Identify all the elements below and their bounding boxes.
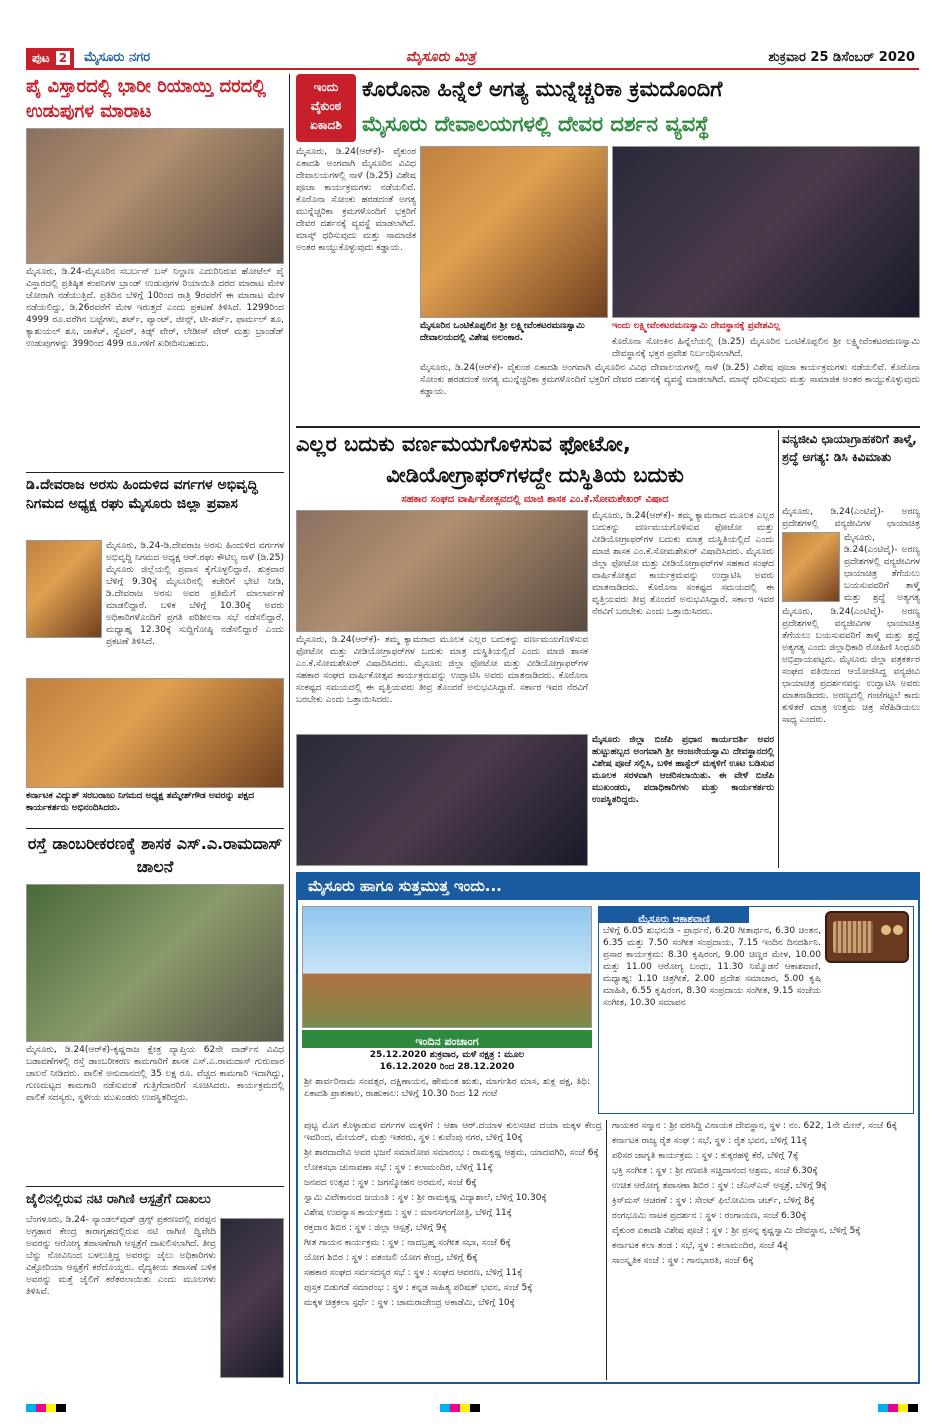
panchanga-text: ಶ್ರೀ ಶಾರ್ವರಿನಾಮ ಸಂವತ್ಸರ, ದಕ್ಷಿಣಾಯನ, ಹೇಮಂತ ಋತು, ಮಾರ್ಗಶಿರ ಮಾಸ, ಶುಕ್ಲ ಪಕ್ಷ, ತಿಥಿ: ಏಕಾದಶಿ ಪ್ರಾತಃಕಾಲ, ರಾಹುಕಾಲ: ಬೆಳಿಗ್ಗೆ 10.30 ರಿಂದ 12 ಗಂಟೆ bbox=[304, 1077, 590, 1099]
karnataka-caption: ಕರ್ನಾಟಕ ವಿದ್ಯುತ್ ಸರಬರಾಜು ನಿಗಮದ ಅಧ್ಯಕ್ಷ ತಮ್ಮೇಶ್‌ಗೌಡ ಅವರನ್ನು ಪಕ್ಷದ ಕಾರ್ಯಕರ್ತರು ಅಭಿನಂದಿಸಿದರು. bbox=[26, 791, 255, 813]
ragini-portrait bbox=[220, 1218, 284, 1378]
column-divider bbox=[289, 74, 290, 1384]
mysore-palace-illustration bbox=[302, 906, 592, 1028]
events-listings-left bbox=[304, 1120, 602, 1382]
listing-item: ಸಹಕಾರ ಸಂಘದ ಸರ್ವಸದಸ್ಯರ ಸಭೆ : ಸ್ಥಳ : ಸಂಘದ ಆವರಣ, ಬೆಳಿಗ್ಗೆ 11ಕ್ಕೆ bbox=[304, 1268, 523, 1278]
listing-item: ಉಚಿತ ಆರೋಗ್ಯ ತಪಾಸಣಾ ಶಿಬಿರ : ಸ್ಥಳ : ಜೆಎಸ್‌ಎಸ್ ಆಸ್ಪತ್ರೆ, ಬೆಳಿಗ್ಗೆ 9ಕ್ಕೆ bbox=[612, 1181, 827, 1191]
listing-item: ಸಾಂಸ್ಕೃತಿಕ ಸಂಜೆ : ಸ್ಥಳ : ಗಾನಭಾರತಿ, ಸಂಜೆ 6ಕ್ಕೆ bbox=[612, 1256, 754, 1266]
column-divider bbox=[606, 1120, 607, 1380]
karnataka-photo bbox=[26, 678, 284, 788]
photographers-body-left: ಮೈಸೂರು, ಡಿ.24(ಆರ್‌ಕೆ)- ತಮ್ಮ ಕ್ಯಾಮರಾದ ಮೂಲಕ ಎಲ್ಲರ ಬದುಕನ್ನು ವರ್ಣಮಯಗೊಳಿಸುವ ಫೋಟೋ ಮತ್ತು ವೀಡಿಯೋಗ್ರಾಫರ್‌ಗಳ ಬದುಕು ಮಾತ್ರ ದುಸ್ಥಿತಿಯಲ್ಲಿದೆ ಎಂದು ಮಾಜಿ ಶಾಸಕ ಎಂ.ಕೆ.ಸೋಮಶೇಖರ್ ವಿಷಾದಿಸಿದರು. ಮೈಸೂರು ಜಿಲ್ಲಾ ಫೋಟೋ ಮತ್ತು ವೀಡಿಯೋಗ್ರಾಫರ್‌ಗಳ ಸಹಕಾರ ಸಂಘದ ವಾರ್ಷಿಕೋತ್ಸವ ಕಾರ್ಯಕ್ರಮವನ್ನು ಉದ್ಘಾಟಿಸಿ ಅವರು ಮಾತನಾಡಿದರು. ಕೊರೊನಾ ಸಂಕಷ್ಟದ ಸಮಯದಲ್ಲಿ ಈ ವೃತ್ತಿಯವರು ತೀವ್ರ ತೊಂದರೆ ಅನುಭವಿಸಿದ್ದಾರೆ. ಸರ್ಕಾರ ಇವರ ನೆರವಿಗೆ ಬರಬೇಕು ಎಂದು ಒತ್ತಾಯಿಸಿದರು. bbox=[296, 635, 588, 705]
temple-headline-1: ಕೊರೊನಾ ಹಿನ್ನೆಲೆ ಅಗತ್ಯ ಮುನ್ನೆಚ್ಚರಿಕಾ ಕ್ರಮದೊಂದಿಗೆ bbox=[362, 77, 723, 101]
forest-headline: ವನ್ಯಜೀವಿ ಛಾಯಾಗ್ರಾಹಕರಿಗೆ ತಾಳ್ಮೆ, ಶ್ರದ್ಧೆ ಅಗತ್ಯ: ಡಿಸಿ ಕಿವಿಮಾತು bbox=[782, 432, 917, 464]
listing-item: ಗಾಯಕರ ಸನ್ಮಾನ : ಶ್ರೀ ವರಸಿದ್ಧಿ ವಿನಾಯಕ ದೇವಸ್ಥಾನ, ಸ್ಥಳ : ನಂ. 622, 1ನೇ ಮೇನ್, ಸಂಜೆ 6ಕ್ಕೆ bbox=[612, 1121, 898, 1131]
radio-schedule: ಬೆಳಿಗ್ಗೆ 6.05 ಶುಭನುಡಿ - ಪ್ರಾರ್ಥನೆ, 6.20 ಗೀತಾರ್ಥನ, 6.30 ಚಿಂತನ, 6.35 ಮತ್ತು 7.50 ಸಂಗೀತ ಸಂಪ್ರದಾಯ, 7.15 ಇಂದಿನ ದಿನದರ್ಶಿನಿ. ಪ್ರಸಾರ ಕಾರ್ಯಕ್ರಮ: 8.30 ಕೃಷಿರಂಗ, 9.00 ಚಿಣ್ಣರ ಮೇಳ, 10.00 ಮತ್ತು 11.00 ಆರೋಗ್ಯ ಬಂಧು, 11.30 ನಿಮ್ಮೊಡನೆ ಆಕಾಶವಾಣಿ, ಮಧ್ಯಾಹ್ನ: 1.10 ಚಿತ್ರಗೀತೆ, 2.00 ಪ್ರದೇಶ ಸಮಾಚಾರ, 5.00 ಕೃಷಿ ಮಾಹಿತಿ, 6.55 ಕೃಷಿರಂಗ, 8.30 ಸಂಪ್ರದಾಯ ಸಂಗೀತ, 9.15 ಸಂಜೆಯ ಸಂಗೀತ, 10.30 ಸಮಾಪನ bbox=[603, 926, 821, 1008]
events-title-bar bbox=[298, 874, 918, 900]
listing-item: ವೈಕುಂಠ ಏಕಾದಶಿ ವಿಶೇಷ ಪೂಜೆ : ಸ್ಥಳ : ಶ್ರೀ ಪ್ರಸನ್ನ ಕೃಷ್ಣಸ್ವಾಮಿ ದೇವಸ್ಥಾನ, ಬೆಳಿಗ್ಗೆ 5ಕ್ಕೆ bbox=[612, 1226, 861, 1236]
temple-headline-2: ಮೈಸೂರು ದೇವಾಲಯಗಳಲ್ಲಿ ದೇವರ ದರ್ಶನ ವ್ಯವಸ್ಥೆ bbox=[362, 112, 710, 136]
radio-box bbox=[598, 906, 914, 1114]
road-headline: ರಸ್ತೆ ಡಾಂಬರೀಕರಣಕ್ಕೆ ಶಾಸಕ ಎಸ್.ಎ.ರಾಮದಾಸ್ ಚಾಲನೆ bbox=[27, 834, 283, 876]
listing-item: ರಂಗಭೂಮಿ ನಾಟಕ ಪ್ರದರ್ಶನ : ಸ್ಥಳ : ರಂಗಾಯಣ, ಸಂಜೆ 6.30ಕ್ಕೆ bbox=[612, 1211, 807, 1221]
divider bbox=[26, 828, 284, 829]
temple-caption-left: ಮೈಸೂರಿನ ಒಂಟಿಕೊಪ್ಪಲಿನ ಶ್ರೀ ಲಕ್ಷ್ಮೀವೆಂಕಟರಮಣಸ್ವಾಮಿ ದೇವಾಲಯದಲ್ಲಿ ವಿಶೇಷ ಅಲಂಕಾರ. bbox=[420, 321, 585, 343]
section-name: ಮೈಸೂರು ನಗರ bbox=[84, 50, 151, 65]
panchanga-title: ಇಂದಿನ ಪಂಚಾಂಗ bbox=[415, 1035, 479, 1048]
listing-item: ಸ್ವಾಮಿ ವಿವೇಕಾನಂದ ಜಯಂತಿ : ಸ್ಥಳ : ಶ್ರೀ ರಾಮಕೃಷ್ಣ ವಿದ್ಯಾಶಾಲೆ, ಬೆಳಿಗ್ಗೆ 10.30ಕ್ಕೆ bbox=[304, 1193, 547, 1203]
page-label: ಪುಟ bbox=[32, 51, 50, 65]
temple-caption-right-title: ಇಂದು ಲಕ್ಷ್ಮೀವೆಂಕಟರಮಣಸ್ವಾಮಿ ದೇವಸ್ಥಾನಕ್ಕೆ ಪ್ರವೇಶವಿಲ್ಲ bbox=[612, 321, 781, 331]
page-header bbox=[26, 48, 919, 70]
forest-body-top: ಮೈಸೂರು, ಡಿ.24(ಎಂಟಿವೈ)- ಅರಣ್ಯ ಪ್ರದೇಶಗಳಲ್ಲಿ ವನ್ಯಜೀವಿಗಳ ಛಾಯಾಚಿತ್ರ bbox=[782, 507, 920, 529]
divider bbox=[26, 472, 284, 473]
listing-item: ಪುಟ್ಟ ಮೊಗ ಕೊಳ್ಳಾಡುವ ವರ್ಗಗಳ ಮಕ್ಕಳಿಗೆ : ಆಶಾ ಆರ್.ದಯಾಳ ಕುಲಸಚಿವ ದಯಾ ಮಕ್ಕಳ ಕೇಂದ್ರ ಇವರಿಂದ, ಮೇಯರ್, ಮತ್ತು ಇತರರು, ಸ್ಥಳ : ಕುವೆಂಪು ನಗರ, ಬೆಳಿಗ್ಗೆ 10ಕ್ಕೆ bbox=[304, 1121, 602, 1143]
raghu-headline: ಡಿ.ದೇವರಾಜ ಅರಸು ಹಿಂದುಳಿದ ವರ್ಗಗಳ ಅಭಿವೃದ್ಧಿ ನಿಗಮದ ಅಧ್ಯಕ್ಷ ರಘು ಮೈಸೂರು ಜಿಲ್ಲಾ ಪ್ರವಾಸ bbox=[26, 477, 258, 512]
registration-marks-left bbox=[26, 1404, 66, 1412]
masthead: ಮೈಸೂರು ಮಿತ್ರ bbox=[406, 49, 476, 65]
road-body: ಮೈಸೂರು, ಡಿ.24(ಆರ್‌ಕೆ)-ಕೃಷ್ಣರಾಜ ಕ್ಷೇತ್ರ ವ್ಯಾಪ್ತಿಯ 62ನೇ ವಾರ್ಡ್‌ನ ವಿವಿಧ ಬಡಾವಣೆಗಳಲ್ಲಿ ರಸ್ತೆ ಡಾಂಬರೀಕರಣ ಕಾಮಗಾರಿಗೆ ಶಾಸಕ ಎಸ್.ಎ.ರಾಮದಾಸ್ ಗುರುವಾರ ಚಾಲನೆ ನೀಡಿದರು. ಪಾಲಿಕೆ ಅನುದಾನದಲ್ಲಿ 35 ಲಕ್ಷ ರೂ. ವೆಚ್ಚದ ಕಾಮಗಾರಿ ಇದಾಗಿದ್ದು, ಗುಣಮಟ್ಟದ ಕಾಮಗಾರಿ ನಡೆಸುವಂತೆ ಗುತ್ತಿಗೆದಾರರಿಗೆ ಸೂಚಿಸಿದರು. ಕಾರ್ಯಕ್ರಮದಲ್ಲಿ ಪಾಲಿಕೆ ಸದಸ್ಯರು, ಸ್ಥಳೀಯ ಮುಖಂಡರು ಉಪಸ್ಥಿತರಿದ್ದರು. bbox=[26, 1045, 284, 1103]
listing-item: ಪುಸ್ತಕ ಬಿಡುಗಡೆ ಸಮಾರಂಭ : ಸ್ಥಳ : ಕನ್ನಡ ಸಾಹಿತ್ಯ ಪರಿಷತ್ ಭವನ, ಸಂಜೆ 5ಕ್ಕೆ bbox=[304, 1283, 533, 1293]
photographers-headline-2: ವೀಡಿಯೋಗ್ರಾಫರ್‌ಗಳದ್ದೇ ದುಸ್ಥಿತಿಯ ಬದುಕು bbox=[386, 463, 684, 487]
divider bbox=[296, 426, 920, 428]
raghu-body: ಮೈಸೂರು, ಡಿ.24-ಡಿ.ದೇವರಾಜ ಅರಸು ಹಿಂದುಳಿದ ವರ್ಗಗಳ ಅಭಿವೃದ್ಧಿ ನಿಗಮದ ಅಧ್ಯಕ್ಷ ಆರ್.ರಘು ಕೌಟಿಲ್ಯ ನಾಳೆ (ಡಿ.25) ಮೈಸೂರು ಜಿಲ್ಲೆಯಲ್ಲಿ ಪ್ರವಾಸ ಕೈಗೊಳ್ಳಲಿದ್ದಾರೆ. ಶುಕ್ರವಾರ ಬೆಳಿಗ್ಗೆ 9.30ಕ್ಕೆ ಮೈಸೂರಿನಲ್ಲಿ ಕಚೇರಿಗೆ ಭೇಟಿ ನೀಡಿ, ಡಿ.ದೇವರಾಜ ಅರಸು ಅವರ ಪ್ರತಿಮೆಗೆ ಮಾಲಾರ್ಪಣೆ ಮಾಡಲಿದ್ದಾರೆ. ಬಳಿಕ ಬೆಳಿಗ್ಗೆ 10.30ಕ್ಕೆ ಅವರು ಅಧಿಕಾರಿಗಳೊಂದಿಗೆ ಪ್ರಗತಿ ಪರಿಶೀಲನಾ ಸಭೆ ನಡೆಸಲಿದ್ದಾರೆ. ಮಧ್ಯಾಹ್ನ 12.30ಕ್ಕೆ ಸುದ್ದಿಗೋಷ್ಠಿ ನಡೆಸಲಿದ್ದಾರೆ ಎಂದು ಪ್ರಕಟಣೆ ತಿಳಿಸಿದೆ. bbox=[106, 541, 284, 647]
column-divider bbox=[778, 430, 779, 868]
panchanga-title-bar bbox=[302, 1030, 592, 1048]
listing-item: ಕರ್ನಾಟಕ ಕಲಾ ತಂಡ : ಸಭೆ, ಸ್ಥಳ : ಕಲಾಮಂದಿರ, ಸಂಜೆ 4ಕ್ಕೆ bbox=[612, 1241, 789, 1251]
temple-kicker-box bbox=[296, 74, 356, 142]
registration-marks-right bbox=[878, 1404, 918, 1412]
temple-caption-right: ಕೊರೊನಾ ಸೋಂಕಿನ ಹಿನ್ನೆಲೆಯಲ್ಲಿ (ಡಿ.25) ಮೈಸೂರಿನ ಒಂಟಿಕೊಪ್ಪಲಿನ ಶ್ರೀ ಲಕ್ಷ್ಮೀವೆಂಕಟರಮಣಸ್ವಾಮಿ ದೇವಸ್ಥಾನಕ್ಕೆ ಭಕ್ತರ ಪ್ರವೇಶ ನಿರ್ಬಂಧಿಸಲಾಗಿದೆ. bbox=[612, 337, 920, 359]
listing-item: ಯೋಗ ಶಿಬಿರ : ಸ್ಥಳ : ಪತಂಜಲಿ ಯೋಗ ಕೇಂದ್ರ, ಬೆಳಿಗ್ಗೆ 6ಕ್ಕೆ bbox=[304, 1253, 478, 1263]
group-caption: ಮೈಸೂರು ಜಿಲ್ಲಾ ಬಿಜೆಪಿ ಪ್ರಧಾನ ಕಾರ್ಯದರ್ಶಿ ಅವರ ಹುಟ್ಟುಹಬ್ಬದ ಅಂಗವಾಗಿ ಶ್ರೀ ಆಂಜನೇಯಸ್ವಾಮಿ ದೇವಸ್ಥಾನದಲ್ಲಿ ವಿಶೇಷ ಪೂಜೆ ಸಲ್ಲಿಸಿ, ಬಳಿಕ ಹಾಸ್ಟೆಲ್ ಮಕ್ಕಳಿಗೆ ಊಟ ಬಡಿಸುವ ಮೂಲಕ ಸರಳವಾಗಿ ಆಚರಿಸಲಾಯಿತು. ಈ ವೇಳೆ ಬಿಜೆಪಿ ಮುಖಂಡರು, ಪದಾಧಿಕಾರಿಗಳು ಮತ್ತು ಕಾರ್ಯಕರ್ತರು ಉಪಸ್ಥಿತರಿದ್ದರು. bbox=[592, 735, 774, 805]
temple-queue-photo bbox=[612, 146, 920, 318]
events-listings-right bbox=[612, 1120, 914, 1382]
radio-title: ಮೈಸೂರು ಆಕಾಶವಾಣಿ bbox=[638, 914, 710, 925]
listing-item: ಭಕ್ತಿ ಸಂಗೀತ : ಸ್ಥಳ : ಶ್ರೀ ಗಣಪತಿ ಸಚ್ಚಿದಾನಂದ ಆಶ್ರಮ, ಸಂಜೆ 6.30ಕ್ಕೆ bbox=[612, 1166, 818, 1176]
sale-headline: ಪೈ ವಿಸ್ತಾರದಲ್ಲಿ ಭಾರೀ ರಿಯಾಯ್ತಿ ದರದಲ್ಲಿ ಉಡುಪುಗಳ ಮಾರಾಟ bbox=[26, 76, 266, 122]
listing-item: ಗೀತ ಗಾಯನ ಕಾರ್ಯಕ್ರಮ : ಸ್ಥಳ : ನಾದಬ್ರಹ್ಮ ಸಂಗೀತ ಸಭಾ, ಸಂಜೆ 6ಕ್ಕೆ bbox=[304, 1238, 511, 1248]
sale-photo bbox=[26, 128, 284, 264]
listing-item: ಲೋಕಸಭಾ ಚುನಾವಣಾ ಸಭೆ : ಸ್ಥಳ : ಕಲಾಮಂದಿರ, ಬೆಳಿಗ್ಗೆ 11ಕ್ಕೆ bbox=[304, 1163, 493, 1173]
listing-item: ಮಕ್ಕಳ ಚಿತ್ರಕಲಾ ಸ್ಪರ್ಧೆ : ಸ್ಥಳ : ಚಾಮರಾಜೇಂದ್ರ ಅಕಾಡೆಮಿ, ಬೆಳಿಗ್ಗೆ 10ಕ್ಕೆ bbox=[304, 1298, 515, 1308]
temple-deity-photo bbox=[420, 146, 608, 318]
road-photo bbox=[26, 884, 284, 1042]
listing-item: ರಕ್ತದಾನ ಶಿಬಿರ : ಸ್ಥಳ : ಜಿಲ್ಲಾ ಆಸ್ಪತ್ರೆ, ಬೆಳಿಗ್ಗೆ 9ಕ್ಕೆ bbox=[304, 1223, 447, 1233]
registration-marks-center bbox=[440, 1404, 480, 1412]
events-title: ಮೈಸೂರು ಹಾಗೂ ಸುತ್ತಮುತ್ತ ಇಂದು... bbox=[308, 877, 502, 895]
photographers-subhead: ಸಹಕಾರ ಸಂಘದ ವಾರ್ಷಿಕೋತ್ಸವದಲ್ಲಿ ಮಾಜಿ ಶಾಸಕ ಎಂ.ಕೆ.ಸೋಮಶೇಖರ್ ವಿಷಾದ bbox=[401, 494, 669, 505]
events-section bbox=[296, 872, 920, 1384]
radio-icon bbox=[825, 911, 909, 963]
photographers-headline-1: ಎಲ್ಲರ ಬದುಕು ವರ್ಣಮಯಗೊಳಿಸುವ ಫೋಟೋ, bbox=[296, 432, 631, 456]
photographers-body-right: ಮೈಸೂರು, ಡಿ.24(ಆರ್‌ಕೆ)- ತಮ್ಮ ಕ್ಯಾಮರಾದ ಮೂಲಕ ಎಲ್ಲರ ಬದುಕನ್ನು ವರ್ಣಮಯಗೊಳಿಸುವ ಫೋಟೋ ಮತ್ತು ವೀಡಿಯೋಗ್ರಾಫರ್‌ಗಳ ಬದುಕು ಮಾತ್ರ ದುಸ್ಥಿತಿಯಲ್ಲಿದೆ ಎಂದು ಮಾಜಿ ಶಾಸಕ ಎಂ.ಕೆ.ಸೋಮಶೇಖರ್ ವಿಷಾದಿಸಿದರು. ಮೈಸೂರು ಜಿಲ್ಲಾ ಫೋಟೋ ಮತ್ತು ವೀಡಿಯೋಗ್ರಾಫರ್‌ಗಳ ಸಹಕಾರ ಸಂಘದ ವಾರ್ಷಿಕೋತ್ಸವ ಕಾರ್ಯಕ್ರಮವನ್ನು ಉದ್ಘಾಟಿಸಿ ಅವರು ಮಾತನಾಡಿದರು. ಕೊರೊನಾ ಸಂಕಷ್ಟದ ಸಮಯದಲ್ಲಿ ಈ ವೃತ್ತಿಯವರು ತೀವ್ರ ತೊಂದರೆ ಅನುಭವಿಸಿದ್ದಾರೆ. ಸರ್ಕಾರ ಇವರ ನೆರವಿಗೆ ಬರಬೇಕು ಎಂದು ಒತ್ತಾಯಿಸಿದರು. bbox=[592, 511, 774, 617]
temple-body: ಮೈಸೂರು, ಡಿ.24(ಆರ್‌ಕೆ)- ವೈಕುಂಠ ಏಕಾದಶಿ ಅಂಗವಾಗಿ ಮೈಸೂರಿನ ವಿವಿಧ ದೇವಾಲಯಗಳಲ್ಲಿ ನಾಳೆ (ಡಿ.25) ವಿಶೇಷ ಪೂಜಾ ಕಾರ್ಯಕ್ರಮಗಳು ನಡೆಯಲಿವೆ. ಕೊರೊನಾ ಸೋಂಕು ಹರಡದಂತೆ ಅಗತ್ಯ ಮುನ್ನೆಚ್ಚರಿಕಾ ಕ್ರಮಗಳೊಂದಿಗೆ ಭಕ್ತರಿಗೆ ದೇವರ ದರ್ಶನಕ್ಕೆ ವ್ಯವಸ್ಥೆ ಮಾಡಲಾಗಿದೆ. ಮಾಸ್ಕ್ ಧರಿಸುವುದು ಮತ್ತು ಸಾಮಾಜಿಕ ಅಂತರ ಕಾಯ್ದುಕೊಳ್ಳುವುದು ಕಡ್ಡಾಯ. bbox=[296, 147, 416, 253]
listing-item: ಶ್ರೀ ಶಾರದಾದೇವಿ ಅವರ ಭಜನೆ ಸಮಾರೋಪ ಸಮಾರಂಭ : ರಾಮಕೃಷ್ಣ ಆಶ್ರಮ, ಯಾದವಗಿರಿ, ಸಂಜೆ 6ಕ್ಕೆ bbox=[304, 1148, 599, 1158]
forest-body-side: ಮೈಸೂರು, ಡಿ.24(ಎಂಟಿವೈ)- ಅರಣ್ಯ ಪ್ರದೇಶಗಳಲ್ಲಿ ವನ್ಯಜೀವಿಗಳ ಛಾಯಾಚಿತ್ರ ತೆಗೆಯಲು ಬಯಸುವವರಿಗೆ ತಾಳ್ಮೆ ಮತ್ತು ಶ್ರದ್ಧೆ ಅತ್ಯಗತ್ಯ bbox=[844, 533, 920, 603]
listing-item: ಕ್ರಿಸ್‌ಮಸ್ ಆಚರಣೆ : ಸ್ಥಳ : ಸೇಂಟ್ ಫಿಲೋಮಿನಾ ಚರ್ಚ್, ಬೆಳಿಗ್ಗೆ 8ಕ್ಕೆ bbox=[612, 1196, 815, 1206]
issue-date: ಶುಕ್ರವಾರ 25 ಡಿಸೆಂಬರ್ 2020 bbox=[768, 50, 915, 65]
dc-portrait bbox=[782, 532, 840, 602]
ragini-headline: ಜೈಲಿನಲ್ಲಿರುವ ನಟಿ ರಾಗಿಣಿ ಆಸ್ಪತ್ರೆಗೆ ದಾಖಲು bbox=[26, 1192, 211, 1207]
radio-title-bar bbox=[599, 907, 749, 923]
temple-body-cont: ಮೈಸೂರು, ಡಿ.24(ಆರ್‌ಕೆ)- ವೈಕುಂಠ ಏಕಾದಶಿ ಅಂಗವಾಗಿ ಮೈಸೂರಿನ ವಿವಿಧ ದೇವಾಲಯಗಳಲ್ಲಿ ನಾಳೆ (ಡಿ.25) ವಿಶೇಷ ಪೂಜಾ ಕಾರ್ಯಕ್ರಮಗಳು ನಡೆಯಲಿವೆ. ಕೊರೊನಾ ಸೋಂಕು ಹರಡದಂತೆ ಅಗತ್ಯ ಮುನ್ನೆಚ್ಚರಿಕಾ ಕ್ರಮಗಳೊಂದಿಗೆ ಭಕ್ತರಿಗೆ ದೇವರ ದರ್ಶನಕ್ಕೆ ವ್ಯವಸ್ಥೆ ಮಾಡಲಾಗಿದೆ. ಮಾಸ್ಕ್ ಧರಿಸುವುದು ಮತ್ತು ಸಾಮಾಜಿಕ ಅಂತರ ಕಾಯ್ದುಕೊಳ್ಳುವುದು ಕಡ್ಡಾಯ. bbox=[420, 363, 920, 397]
listing-item: ಜನಪದ ಉತ್ಸವ : ಸ್ಥಳ : ಜಗನ್ಮೋಹನ ಅರಮನೆ, ಸಂಜೆ 6ಕ್ಕೆ bbox=[304, 1178, 477, 1188]
panchanga-date: 25.12.2020 ಶುಕ್ರವಾರ, ಮಳೆ ನಕ್ಷತ್ರ : ಮೂಲ bbox=[369, 1050, 525, 1060]
ragini-body: ಬೆಂಗಳೂರು, ಡಿ.24- ಸ್ಯಾಂಡಲ್‌ವುಡ್ ಡ್ರಗ್ಸ್ ಪ್ರಕರಣದಲ್ಲಿ ಪರಪ್ಪನ ಅಗ್ರಹಾರ ಕೇಂದ್ರ ಕಾರಾಗೃಹದಲ್ಲಿರುವ ನಟಿ ರಾಗಿಣಿ ದ್ವಿವೇದಿ ಅವರನ್ನು ಆರೋಗ್ಯ ತಪಾಸಣೆಗಾಗಿ ಆಸ್ಪತ್ರೆಗೆ ದಾಖಲಿಸಲಾಗಿದೆ. ತೀವ್ರ ಬೆನ್ನು ನೋವಿನಿಂದ ಬಳಲುತ್ತಿದ್ದ ಅವರನ್ನು ಜೈಲು ಅಧಿಕಾರಿಗಳು ವಿಕ್ಟೋರಿಯಾ ಆಸ್ಪತ್ರೆಗೆ ಕರೆದೊಯ್ದರು. ವೈದ್ಯಕೀಯ ತಪಾಸಣೆ ಬಳಿಕ ಅವರನ್ನು ಮತ್ತೆ ಜೈಲಿಗೆ ಕರೆತರಲಾಯಿತು ಎಂದು ಮೂಲಗಳು ತಿಳಿಸಿವೆ. bbox=[26, 1215, 216, 1297]
group-photo bbox=[296, 734, 588, 866]
listing-item: ಪರಿಸರ ಜಾಗೃತಿ ಕಾರ್ಯಕ್ರಮ : ಸ್ಥಳ : ಕುಕ್ಕರಹಳ್ಳಿ ಕೆರೆ, ಬೆಳಿಗ್ಗೆ 7ಕ್ಕೆ bbox=[612, 1151, 799, 1161]
page-number-badge bbox=[26, 48, 74, 68]
raghu-portrait bbox=[26, 540, 102, 638]
temple-kicker: ಇಂದು ವೈಕುಂಠ ಏಕಾದಶಿ bbox=[310, 80, 342, 132]
forest-body: ಮೈಸೂರು, ಡಿ.24(ಎಂಟಿವೈ)- ಅರಣ್ಯ ಪ್ರದೇಶಗಳಲ್ಲಿ ವನ್ಯಜೀವಿಗಳ ಛಾಯಾಚಿತ್ರ ತೆಗೆಯಲು ಬಯಸುವವರಿಗೆ ತಾಳ್ಮೆ ಮತ್ತು ಶ್ರದ್ಧೆ ಅತ್ಯಗತ್ಯ ಎಂದು ಜಿಲ್ಲಾಧಿಕಾರಿ ರೋಹಿಣಿ ಸಿಂಧೂರಿ ಅಭಿಪ್ರಾಯಪಟ್ಟರು. ಮೈಸೂರು ಜಿಲ್ಲಾ ಪತ್ರಕರ್ತರ ಸಂಘದ ವತಿಯಿಂದ ಆಯೋಜಿಸಿದ್ದ ವನ್ಯಜೀವಿ ಛಾಯಾಚಿತ್ರ ಪ್ರದರ್ಶನವನ್ನು ಉದ್ಘಾಟಿಸಿ ಅವರು ಮಾತನಾಡಿದರು. ಅರಣ್ಯದಲ್ಲಿ ಗಂಟೆಗಟ್ಟಲೆ ಕಾದು ಕುಳಿತರೆ ಮಾತ್ರ ಉತ್ತಮ ಚಿತ್ರ ಸೆರೆಹಿಡಿಯಲು ಸಾಧ್ಯ ಎಂದರು. bbox=[782, 607, 920, 725]
divider bbox=[26, 1186, 284, 1187]
listing-item: ಕರ್ನಾಟಕ ರಾಜ್ಯ ರೈತ ಸಂಘ : ಸಭೆ, ಸ್ಥಳ : ರೈತ ಭವನ, ಬೆಳಿಗ್ಗೆ 11ಕ್ಕೆ bbox=[612, 1136, 808, 1146]
panchanga-range: 16.12.2020 ರಿಂದ 28.12.2020 bbox=[379, 1062, 515, 1072]
page-number: 2 bbox=[56, 51, 70, 65]
photographers-photo bbox=[296, 510, 588, 632]
sale-body: ಮೈಸೂರು, ಡಿ.24-ಮೈಸೂರಿನ ಸಬರ್ಬನ್ ಬಸ್ ನಿಲ್ದಾಣ ಎದುರಿನಿರುವ ಹೋಟೆಲ್ ಪೈ ವಿಸ್ತಾರದಲ್ಲಿ ಪ್ರತಿಷ್ಠಿತ ಕಂಪನಿಗಳ ಬ್ರಾಂಡ್ ಉಡುಪುಗಳ ರಿಯಾಯಿತಿ ದರದ ಮಾರಾಟ ಮೇಳ ಜೋರಾಗಿ ನಡೆಯುತ್ತಿದೆ. ಪ್ರತಿದಿನ ಬೆಳಿಗ್ಗೆ 10ರಿಂದ ರಾತ್ರಿ 9ರವರೆಗೆ ಈ ಮಾರಾಟ ಮೇಳ ನಡೆಯಲಿದ್ದು, ಡಿ.26ರವರೆಗೆ ಮೇಳ ಇರುತ್ತದೆ ಎಂದು ಪ್ರಕಟಣೆ ತಿಳಿಸಿದೆ. 1299ರಿಂದ 4999 ರೂ.ವರೆಗಿನ ಬಟ್ಟೆಗಳು, ಶರ್ಟ್, ಪ್ಯಾಂಟ್, ಜೀನ್ಸ್, ಟೀ-ಶರ್ಟ್, ಫಾರ್ಮಲ್ ಶೂ, ಕ್ಯಾಶುಯಲ್ ಶೂ, ಜಾಕೆಟ್, ಸ್ವೆಟರ್, ಕಿಡ್ಸ್ ವೇರ್, ಲೇಡೀಸ್ ವೇರ್ ಮತ್ತು ಬ್ರಾಂಡೆಡ್ ಉಡುಪುಗಳನ್ನು 399ರಿಂದ 499 ರೂ.ಗಳಿಗೆ ಖರೀದಿಸಬಹುದು. bbox=[26, 267, 284, 349]
listing-item: ವಿಶೇಷ ಉಪನ್ಯಾಸ ಕಾರ್ಯಕ್ರಮ : ಸ್ಥಳ : ಮಾನಸಗಂಗೋತ್ರಿ, ಬೆಳಿಗ್ಗೆ 11ಕ್ಕೆ bbox=[304, 1208, 512, 1218]
